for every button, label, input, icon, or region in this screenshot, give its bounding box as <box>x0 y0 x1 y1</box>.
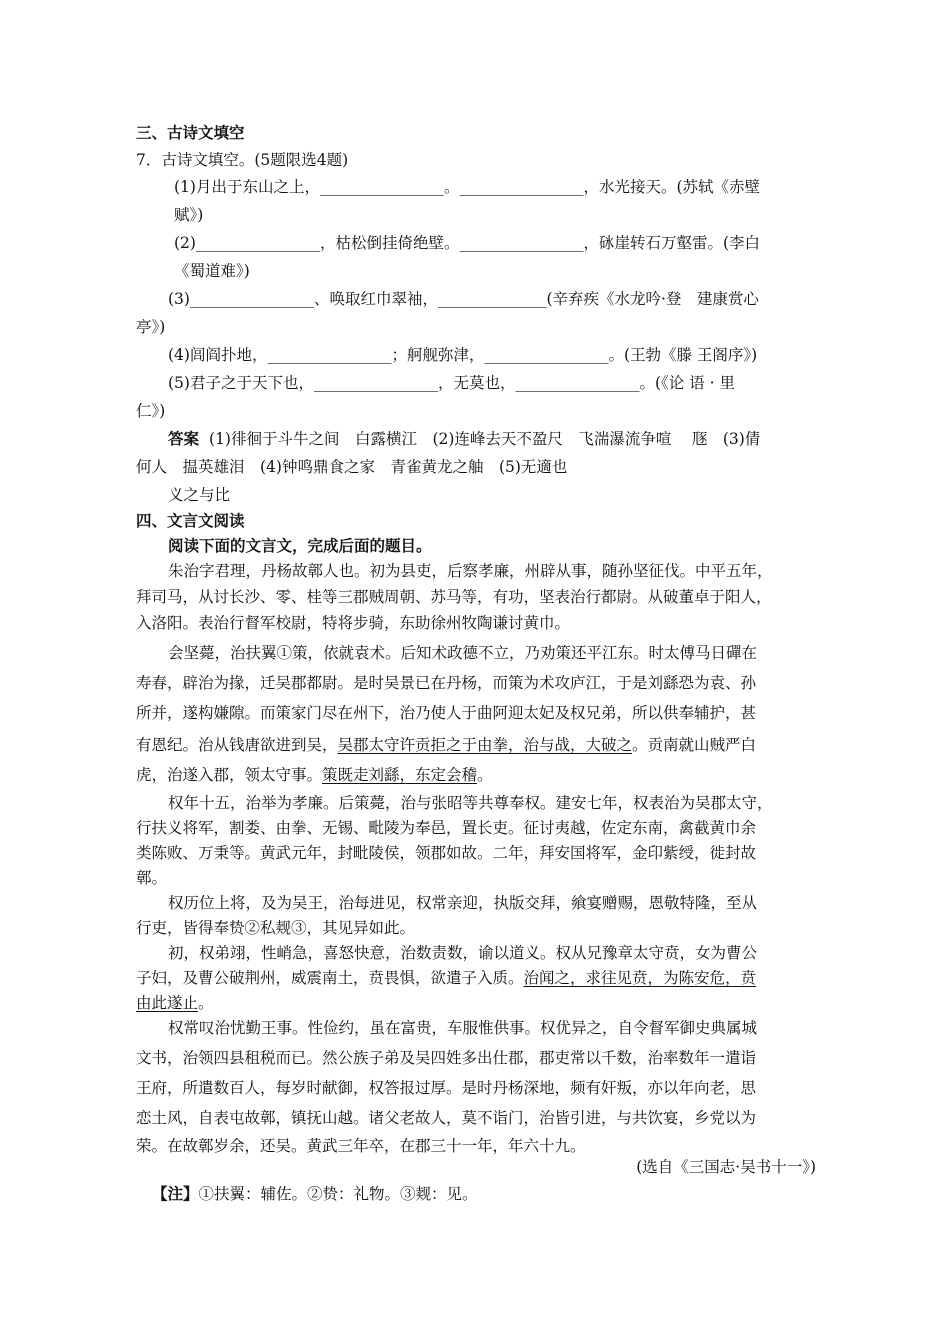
answer-line-2: 何人 揾英雄泪 (4)钟鸣鼎食之家 青雀黄龙之舳 (5)无適也 <box>136 458 568 476</box>
section-3-heading: 三、古诗文填空 <box>136 124 245 142</box>
fill-item-1-line-2: 赋》) <box>174 206 204 224</box>
p1-line-2: 拜司马，从讨长沙、零、桂等三郡贼周朝、苏马等，有功，坚表治行都尉。从破董卓于阳人， <box>136 588 772 606</box>
note-text: ①扶翼：辅佐。②贽：礼物。③觌：见。 <box>198 1185 478 1203</box>
p2-line-5-a: 虎，治遂入郡，领太守事。 <box>136 766 323 784</box>
p5-line-2 <box>136 968 756 988</box>
p2-line-4-a: 有恩纪。治从钱唐欲进到吴， <box>136 736 338 754</box>
p6-line-3: 王府，所遣数百人，每岁时献御，权答报过厚。是时丹杨深地，频有奸叛，亦以年向老，思 <box>136 1079 757 1097</box>
p6-line-2: 文书，治领四县租税而已。然公族子弟及吴四姓多出仕郡，郡吏常以千数，治率数年一遣诣 <box>136 1049 757 1067</box>
answer-line-3: 义之与比 <box>168 486 231 504</box>
reading-instruction: 阅读下面的文言文，完成后面的题目。 <box>168 537 432 555</box>
p2-line-4-b: 。贡南就山贼严白 <box>632 736 757 754</box>
underlined-sentence-2: 策既走刘繇，东定会稽 <box>322 766 478 784</box>
fill-item-5-line-1: (5)君子之于天下也，________________，无莫也，________________。(《论 语 · 里 <box>168 374 735 392</box>
p2-line-3: 所并，遂构嫌隙。而策家门尽在州下，治乃使人于曲阿迎太妃及权兄弟，所以供奉辅护，甚 <box>136 704 757 722</box>
answer-text-1: (1)徘徊于斗牛之间 白露横江 (2)连峰去天不盈尺 飞湍瀑流争喧 豗 (3)倩 <box>209 430 761 448</box>
underlined-sentence-3a: 治闻之，求往见贲，为陈安危，贲 <box>523 969 757 987</box>
p3-line-1: 权年十五，治举为孝廉。后策薨，治与张昭等共尊奉权。建安七年，权表治为吴郡太守， <box>168 794 773 812</box>
p5-line-2-a: 子妇，及曹公破荆州，威震南土，贲畏惧，欲遣子入质。 <box>136 969 524 987</box>
p2-line-2: 寿春，辟治为掾，迁吴郡都尉。是时吴景已在丹杨，而策为术攻庐江，于是刘繇恐为袁、孙 <box>136 674 757 692</box>
fill-item-1-line-1: (1)月出于东山之上，________________。________________，水光接天。(苏轼《赤壁 <box>174 178 761 196</box>
answer-label: 答案 <box>168 430 200 448</box>
section-4-heading: 四、文言文阅读 <box>136 512 245 530</box>
underlined-sentence-1: 吴郡太守许贡拒之于由拳，治与战，大破之 <box>337 736 633 754</box>
answer-line-1 <box>168 429 760 449</box>
p3-line-4: 鄣。 <box>136 869 168 887</box>
underlined-sentence-3b: 由此遂止 <box>136 994 199 1012</box>
p2-line-5 <box>136 765 493 785</box>
p3-line-3: 类陈败、万秉等。黄武元年，封毗陵侯，领郡如故。二年，拜安国将军，金印紫绶，徙封故 <box>136 844 757 862</box>
p6-line-1: 权常叹治忧勤王事。性俭约，虽在富贵，车服惟供事。权优异之，自令督军御史典属城 <box>168 1019 758 1037</box>
source-citation: (选自《三国志·吴书十一》) <box>636 1158 816 1176</box>
fill-item-2-line-2: 《蜀道难》) <box>174 262 250 280</box>
fill-item-4-line-1: (4)闾阎扑地，________________；舸舰弥津，________________。(王勃《滕 王阁序》) <box>168 346 758 364</box>
p1-line-3: 入洛阳。表治行督军校尉，特将步骑，东助徐州牧陶谦讨黄巾。 <box>136 614 571 632</box>
p5-line-1: 初，权弟翊，性峭急，喜怒快意，治数责数，谕以道义。权从兄豫章太守贲，女为曹公 <box>168 944 758 962</box>
fill-item-3-line-1: (3)________________、唤取红巾翠袖，______________(辛弃疾《水龙吟·登 建康赏心 <box>168 290 759 308</box>
p6-line-5: 荣。在故鄣岁余，还吴。黄武三年卒，在郡三十一年，年六十九。 <box>136 1137 586 1155</box>
p5-line-3 <box>136 993 214 1013</box>
p6-line-4: 恋土风，自表屯故鄣，镇抚山越。诸父老故人，莫不诣门，治皆引进，与共饮宴，乡党以为 <box>136 1109 757 1127</box>
fill-item-3-line-2: 亭》) <box>136 318 166 336</box>
fill-item-5-line-2: 仁》) <box>136 402 166 420</box>
p2-line-5-b: 。 <box>477 766 493 784</box>
p4-line-1: 权历位上将，及为吴王，治每进见，权常亲迎，执版交拜，飨宴赠赐，恩敬特隆，至从 <box>168 894 758 912</box>
question-7: 7．古诗文填空。(5题限选4题) <box>136 151 349 169</box>
note-line <box>152 1184 478 1204</box>
p5-line-3-b: 。 <box>198 994 214 1012</box>
p3-line-2: 行扶义将军，割娄、由拳、无锡、毗陵为奉邑，置长吏。征讨夷越，佐定东南，禽截黄巾余 <box>136 819 757 837</box>
p1-line-1: 朱治字君理，丹杨故鄣人也。初为县吏，后察孝廉，州辟从事，随孙坚征伐。中平五年， <box>168 562 773 580</box>
note-label: 【注】 <box>152 1185 199 1203</box>
p4-line-2: 行吏，皆得奉贽②私觌③，其见异如此。 <box>136 919 416 937</box>
p2-line-1: 会坚薨，治扶翼①策，依就袁术。后知术政德不立，乃劝策还平江东。时太傅马日磾在 <box>168 644 758 662</box>
fill-item-2-line-1: (2)________________，枯松倒挂倚绝壁。________________，砯崖转石万壑雷。(李白 <box>174 234 761 252</box>
p2-line-4 <box>136 735 756 755</box>
